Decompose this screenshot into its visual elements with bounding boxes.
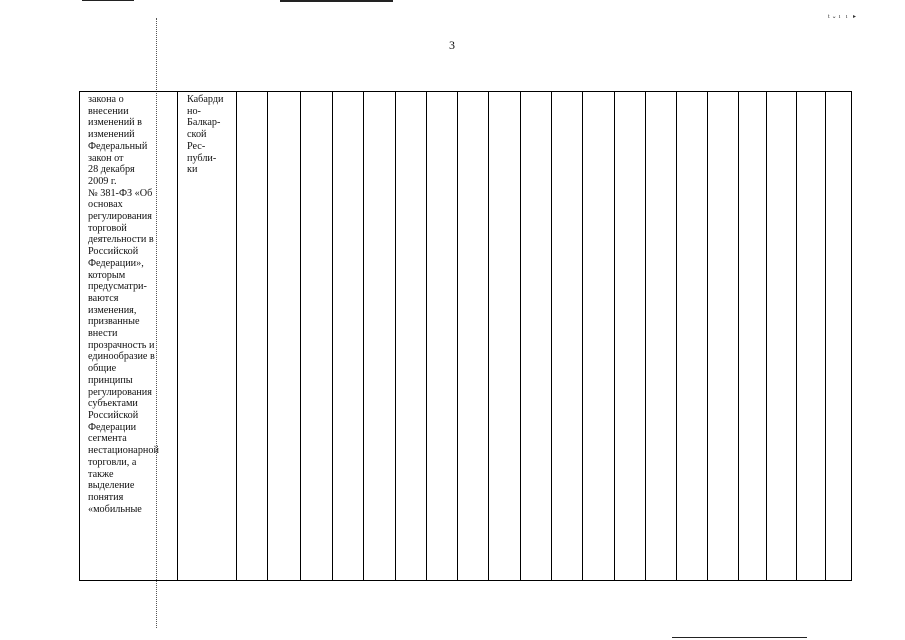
table-column-border bbox=[236, 92, 237, 580]
table-column-border bbox=[614, 92, 615, 580]
corner-mark: t⌄ı ı ▸ bbox=[828, 14, 859, 20]
table-column-border bbox=[426, 92, 427, 580]
cell-line: деятельности в bbox=[88, 234, 154, 246]
cell-line: закон от bbox=[88, 152, 124, 164]
cell-line: № 381-ФЗ «Об bbox=[88, 187, 153, 199]
cell-line: внести bbox=[88, 328, 118, 340]
table-column-border bbox=[267, 92, 268, 580]
table-column-border bbox=[395, 92, 396, 580]
table-column-border bbox=[79, 92, 80, 580]
table-column-border bbox=[177, 92, 178, 580]
table-column-border bbox=[676, 92, 677, 580]
table-column-border bbox=[488, 92, 489, 580]
data-table bbox=[79, 91, 852, 581]
cell-line: Федеральный bbox=[88, 140, 148, 152]
cell-line: закона о bbox=[88, 94, 124, 105]
table-column-border bbox=[520, 92, 521, 580]
cell-line: выделение bbox=[88, 480, 135, 492]
cell-line: основах bbox=[88, 199, 123, 211]
scan-artifact-top-center bbox=[280, 0, 393, 2]
table-column-border bbox=[457, 92, 458, 580]
cell-line: Кабарди bbox=[187, 94, 224, 105]
cell-line: Российской bbox=[88, 409, 139, 421]
cell-line: ской bbox=[187, 129, 207, 141]
cell-line: общие bbox=[88, 363, 117, 375]
table-column-border bbox=[766, 92, 767, 580]
cell-line: регулирования bbox=[88, 211, 152, 223]
table-column-border bbox=[332, 92, 333, 580]
cell-line: которым bbox=[88, 269, 126, 281]
table-cell-region bbox=[187, 94, 223, 176]
scan-artifact-bottom-right bbox=[672, 637, 807, 638]
table-column-border bbox=[851, 92, 852, 580]
table-column-border bbox=[300, 92, 301, 580]
cell-line: призванные bbox=[88, 316, 140, 328]
cell-line: Рес- bbox=[187, 140, 206, 152]
table-column-border bbox=[738, 92, 739, 580]
table-column-border bbox=[796, 92, 797, 580]
page-number: 3 bbox=[449, 38, 455, 52]
cell-line: Федерации bbox=[88, 421, 137, 433]
cell-line: сегмента bbox=[88, 433, 127, 445]
cell-line: ки bbox=[187, 164, 198, 176]
cell-line: изменений в bbox=[88, 117, 142, 129]
table-cell-description bbox=[88, 94, 159, 515]
cell-line: публи- bbox=[187, 152, 217, 164]
cell-line: внесении bbox=[88, 105, 129, 117]
cell-line: «мобильные bbox=[88, 503, 142, 515]
table-column-border bbox=[551, 92, 552, 580]
cell-line: торговой bbox=[88, 222, 127, 234]
cell-line: также bbox=[88, 468, 114, 480]
table-column-border bbox=[707, 92, 708, 580]
table-column-border bbox=[582, 92, 583, 580]
cell-line: Российской bbox=[88, 246, 139, 258]
cell-line: Федерации», bbox=[88, 257, 144, 269]
cell-line: принципы bbox=[88, 374, 133, 386]
cell-line: нестационарной bbox=[88, 445, 159, 457]
scan-artifact-top-left bbox=[82, 0, 134, 1]
cell-line: 28 декабря bbox=[88, 164, 135, 176]
cell-line: но- bbox=[187, 105, 201, 117]
table-column-border bbox=[645, 92, 646, 580]
cell-line: изменений bbox=[88, 129, 135, 141]
cell-line: Балкар- bbox=[187, 117, 221, 129]
cell-line: 2009 г. bbox=[88, 175, 117, 187]
table-column-border bbox=[363, 92, 364, 580]
cell-line: понятия bbox=[88, 491, 124, 503]
cell-line: ваются bbox=[88, 292, 119, 304]
table-column-border bbox=[825, 92, 826, 580]
cell-line: регулирования bbox=[88, 386, 152, 398]
cell-line: изменения, bbox=[88, 304, 137, 316]
cell-line: субъектами bbox=[88, 398, 138, 410]
cell-line: предусматри- bbox=[88, 281, 147, 293]
cell-line: торговли, а bbox=[88, 456, 137, 468]
cell-line: прозрачность и bbox=[88, 339, 155, 351]
cell-line: единообразие в bbox=[88, 351, 155, 363]
